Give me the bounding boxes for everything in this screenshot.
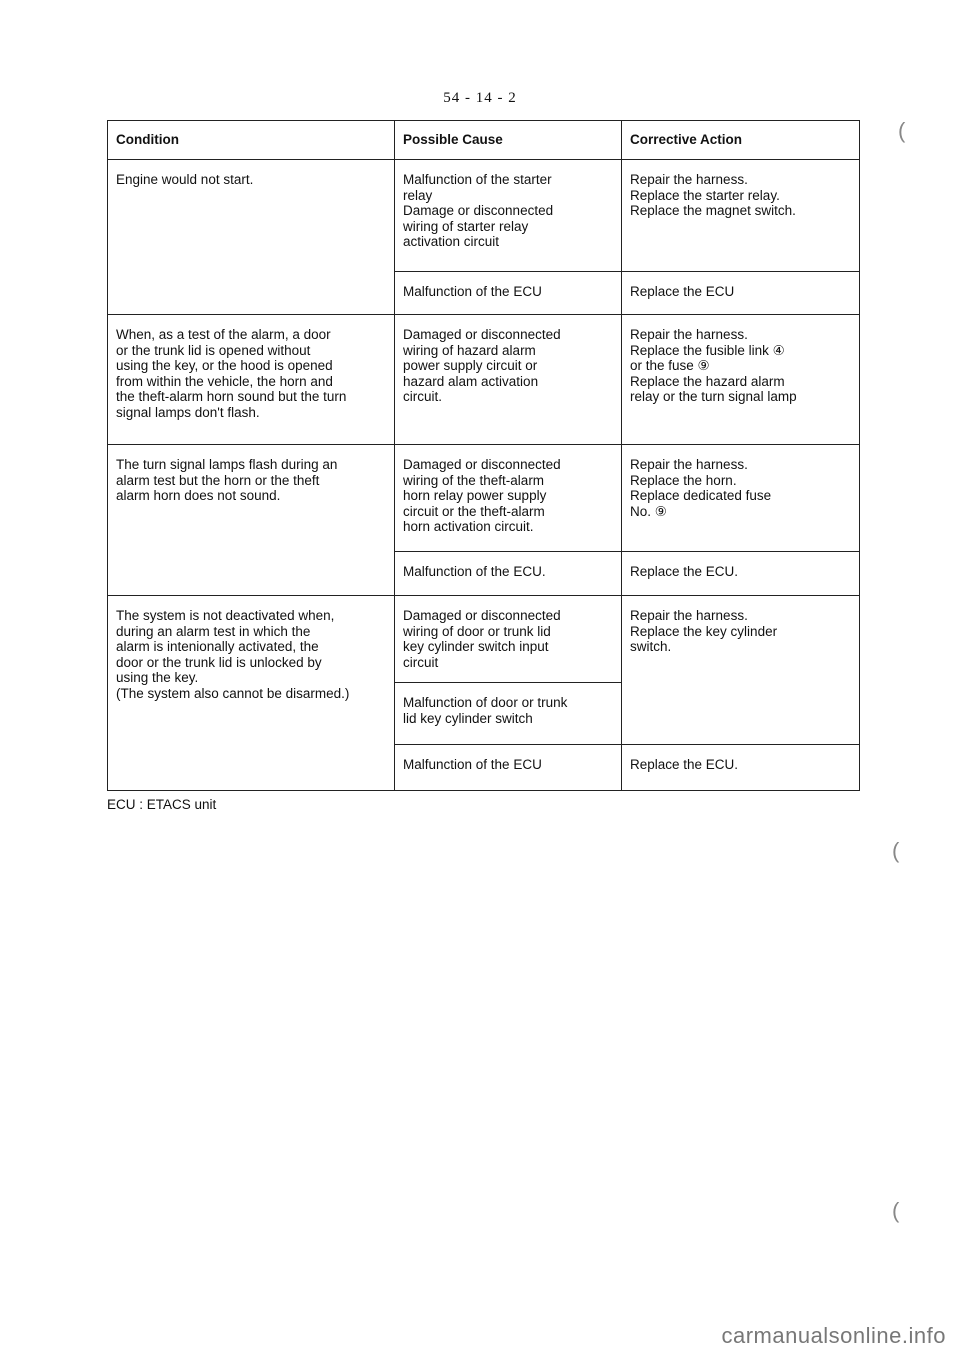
cause-cell: Malfunction of the ECU. — [395, 552, 622, 596]
condition-cell: The system is not deactivated when, during an alarm test in which the alarm is intenionally activated, the door or the trunk lid is unlocked by using the key. (The system also cannot be disarmed.) — [108, 596, 395, 791]
header-condition: Condition — [108, 121, 395, 160]
troubleshooting-table — [107, 120, 860, 791]
condition-cell: Engine would not start. — [108, 160, 395, 315]
action-cell: Repair the harness. Replace the key cylinder switch. — [622, 596, 860, 745]
action-cell: Replace the ECU — [622, 272, 860, 315]
watermark[interactable]: carmanualsonline.info — [721, 1323, 946, 1348]
cause-cell: Damaged or disconnected wiring of the theft-alarm horn relay power supply circuit or the theft-alarm horn activation circuit. — [395, 445, 622, 552]
action-cell: Replace the ECU. — [622, 552, 860, 596]
action-cell: Repair the harness. Replace the starter relay. Replace the magnet switch. — [622, 160, 860, 272]
condition-cell: When, as a test of the alarm, a door or the trunk lid is opened without using the key, or the hood is opened from within the vehicle, the horn and the theft-alarm horn sound but the turn signal lamps don't flash. — [108, 315, 395, 445]
page-number: 54 - 14 - 2 — [443, 90, 517, 106]
binder-hole-mark: ( — [892, 838, 900, 863]
footnote: ECU : ETACS unit — [107, 797, 217, 812]
condition-cell: The turn signal lamps flash during an alarm test but the horn or the theft alarm horn does not sound. — [108, 445, 395, 596]
action-cell: Repair the harness. Replace the fusible link ④ or the fuse ⑨ Replace the hazard alarm relay or the turn signal lamp — [622, 315, 860, 445]
header-corrective-action: Corrective Action — [622, 121, 860, 160]
cause-cell: Damaged or disconnected wiring of door or trunk lid key cylinder switch input circuit — [395, 596, 622, 683]
table-row — [108, 315, 860, 445]
binder-hole-mark: ( — [892, 1198, 900, 1223]
header-possible-cause: Possible Cause — [395, 121, 622, 160]
table-row — [108, 596, 860, 683]
cause-cell: Malfunction of the starter relay Damage or disconnected wiring of starter relay activation circuit — [395, 160, 622, 272]
cause-cell: Malfunction of the ECU — [395, 745, 622, 791]
cause-cell: Malfunction of the ECU — [395, 272, 622, 315]
table-row — [108, 445, 860, 552]
cause-cell: Malfunction of door or trunk lid key cylinder switch — [395, 683, 622, 745]
action-cell: Replace the ECU. — [622, 745, 860, 791]
action-cell: Repair the harness. Replace the horn. Replace dedicated fuse No. ⑨ — [622, 445, 860, 552]
table-row — [108, 160, 860, 272]
cause-cell: Damaged or disconnected wiring of hazard alarm power supply circuit or hazard alam activation circuit. — [395, 315, 622, 445]
binder-hole-mark: ( — [898, 118, 906, 143]
table-header-row — [108, 121, 860, 160]
